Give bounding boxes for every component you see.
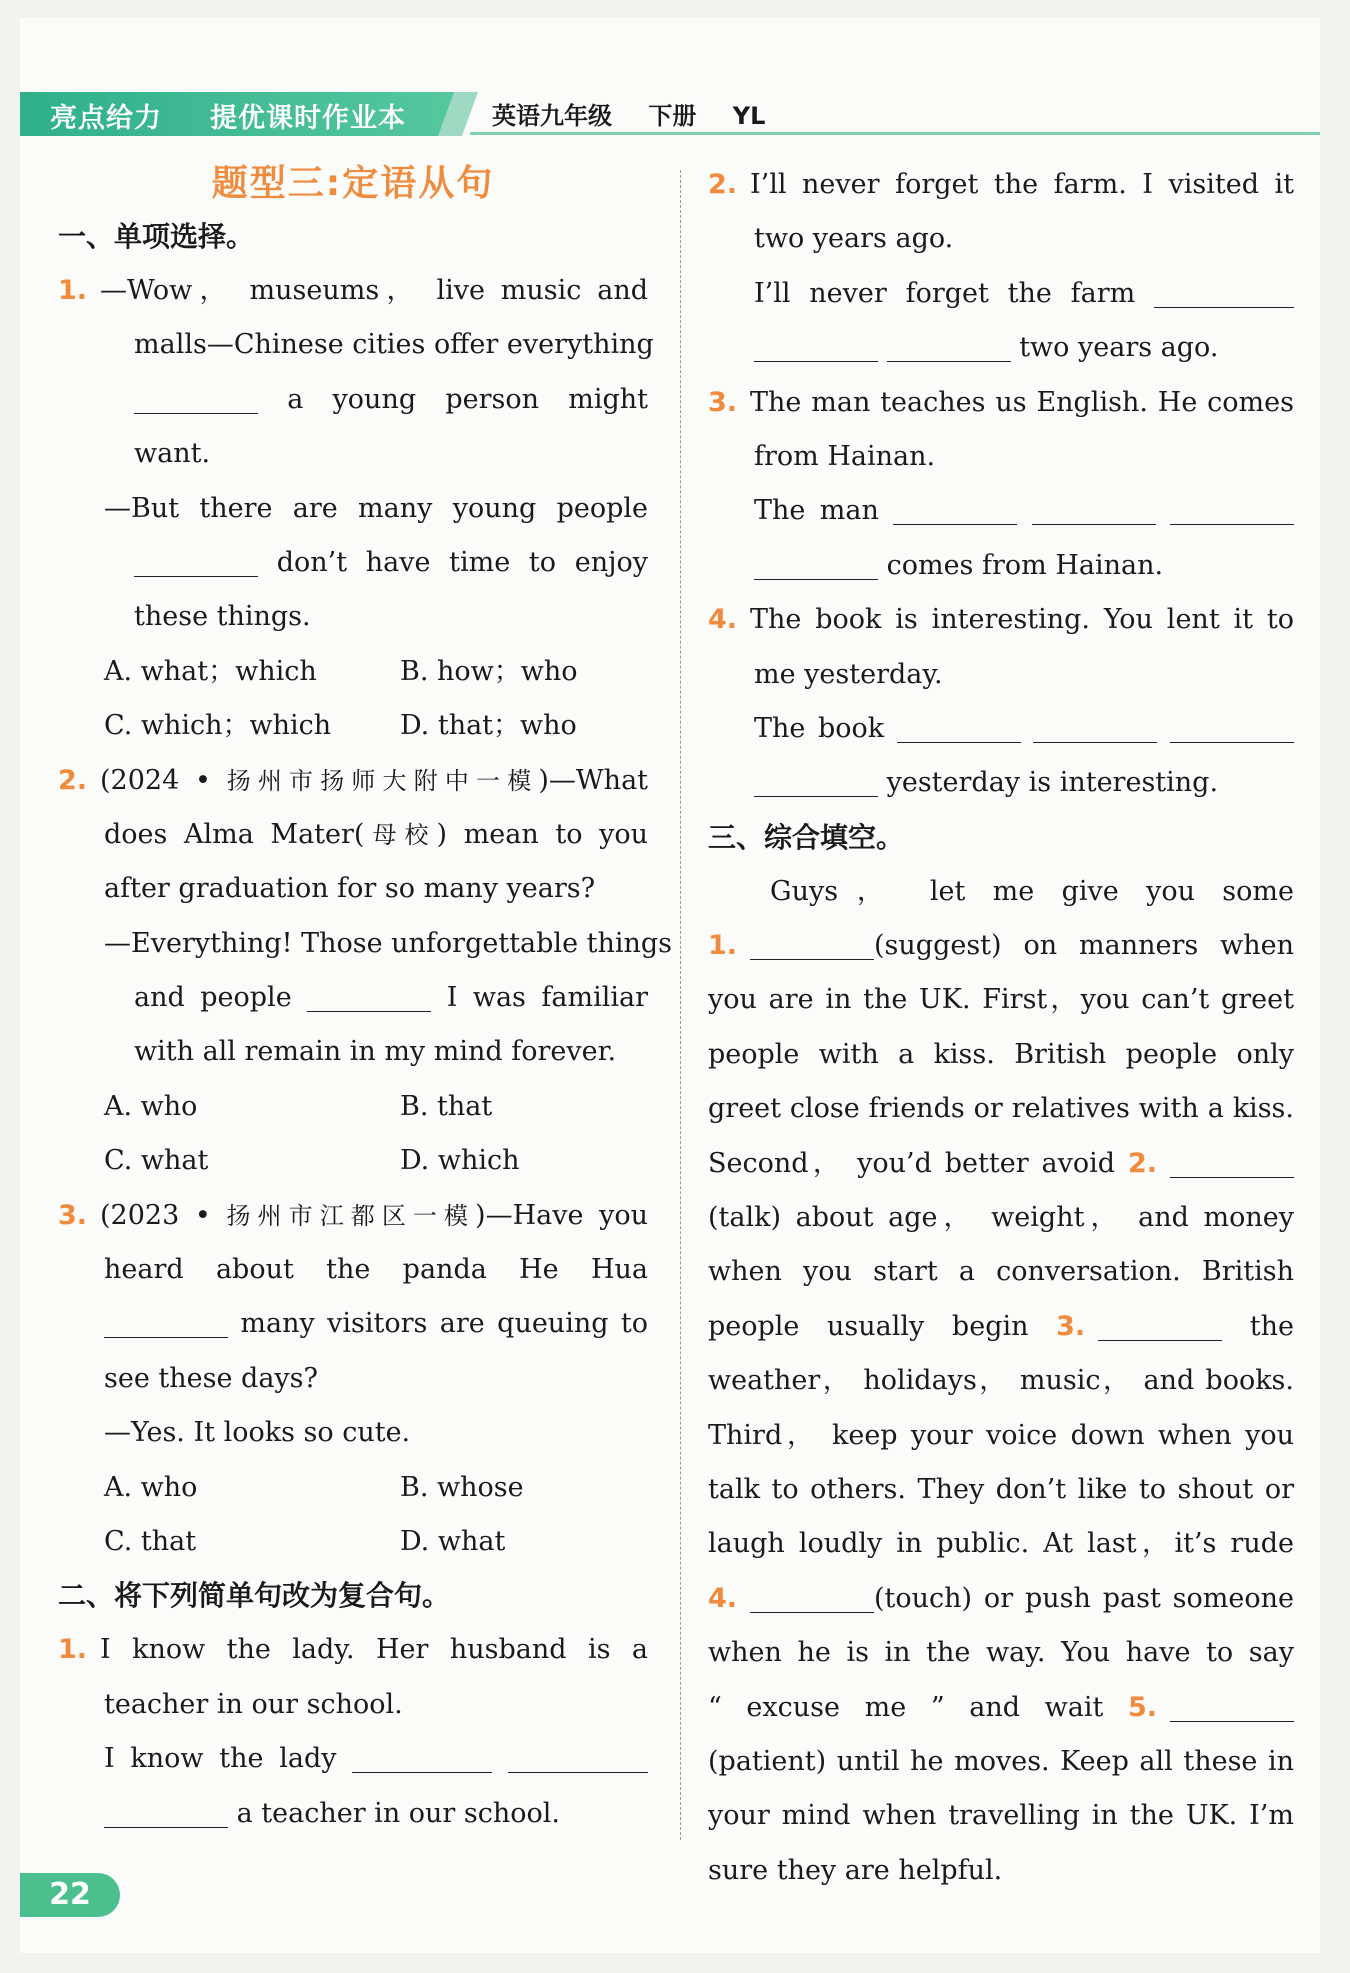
q1-option-a[interactable]: A. what；which xyxy=(104,655,317,687)
q2-text6: with all remain in my mind forever. xyxy=(134,1036,617,1068)
passage-blank-5[interactable] xyxy=(1170,1691,1294,1722)
q3-option-b[interactable]: B. whose xyxy=(400,1471,524,1503)
q1-text1: —Wow， museums， live music and xyxy=(100,275,648,306)
passage-text-j: weather， holidays， music， and books. xyxy=(708,1365,1294,1397)
q2-option-d[interactable]: D. which xyxy=(400,1145,520,1177)
q3-number: 3. xyxy=(58,1199,88,1231)
section2-heading: 二、将下列简单句改为复合句。 xyxy=(58,1579,451,1613)
passage-text-c: you are in the UK. First，you can’t greet xyxy=(708,984,1294,1016)
header-band xyxy=(20,92,460,136)
q1-text5: —But there are many young people xyxy=(104,492,648,524)
page-title: 题型三:定语从句 xyxy=(211,163,495,204)
passage-line-b xyxy=(708,919,1294,973)
q1-line1 xyxy=(58,264,648,318)
q1-blank2[interactable] xyxy=(134,546,258,577)
q2-line5 xyxy=(58,971,648,1025)
s2q3-line4 xyxy=(708,539,1294,593)
passage-blank-2[interactable] xyxy=(1170,1147,1294,1178)
passage-text-l: talk to others. They don’t like to shout or xyxy=(708,1473,1294,1505)
q2-source-a: (2024 • xyxy=(100,764,227,796)
q3-line1 xyxy=(58,1189,648,1243)
passage-text-i: people usually begin xyxy=(708,1310,1029,1342)
passage-text-h: when you start a conversation. British xyxy=(708,1256,1294,1288)
q1-options-row2 xyxy=(58,699,648,753)
s2q1-text4: a teacher in our school. xyxy=(236,1797,561,1829)
q3-text4: see these days? xyxy=(104,1362,318,1394)
volume-text: 下册 xyxy=(648,102,697,130)
s2q2-blank2[interactable] xyxy=(754,331,878,362)
q2-text2cn: 母校 xyxy=(364,820,437,849)
q1-option-b[interactable]: B. how；who xyxy=(400,655,578,687)
passage-line-g xyxy=(708,1191,1294,1245)
s2q4-line4 xyxy=(708,756,1294,810)
q2-source-cn: 扬州市扬师大附中一模 xyxy=(226,766,539,795)
passage-line-j xyxy=(708,1354,1294,1408)
passage-text-f: Second， you’d better avoid xyxy=(708,1147,1116,1179)
passage-line-a xyxy=(708,865,1294,919)
q3-text5: —Yes. It looks so cute. xyxy=(104,1417,411,1449)
s2q3-blank4[interactable] xyxy=(754,549,878,580)
s2q1-blank1[interactable] xyxy=(352,1742,492,1773)
s2q4-text4: yesterday is interesting. xyxy=(886,767,1219,799)
s2q3-text2: from Hainan. xyxy=(754,440,936,472)
right-column xyxy=(708,158,1294,1898)
s2q2-line2 xyxy=(708,212,1294,266)
passage-text-g: (talk) about age， weight， and money xyxy=(708,1202,1294,1234)
s2q1-blank3[interactable] xyxy=(104,1797,228,1828)
q2-line4 xyxy=(58,917,673,971)
s2q4-line2 xyxy=(708,648,1294,702)
passage-num-3: 3. xyxy=(1056,1310,1086,1342)
q1-blank1[interactable] xyxy=(134,383,258,414)
q3-options-row1 xyxy=(58,1461,648,1515)
s2q2-text3: I’ll never forget the farm xyxy=(754,277,1136,309)
q2-option-b[interactable]: B. that xyxy=(400,1090,493,1122)
q1-options-row1 xyxy=(58,645,648,699)
s2q4-text3: The book xyxy=(754,712,885,744)
s2q2-text2: two years ago. xyxy=(754,223,954,255)
q1-line3 xyxy=(58,373,648,427)
q2-line1 xyxy=(58,754,648,808)
q3-line2 xyxy=(58,1243,648,1297)
passage-line-q xyxy=(708,1735,1294,1789)
passage-line-l xyxy=(708,1463,1294,1517)
passage-text-r: your mind when travelling in the UK. I’m xyxy=(708,1800,1294,1832)
passage-blank-4[interactable] xyxy=(750,1582,874,1613)
s2q2-number: 2. xyxy=(708,169,738,200)
passage-text-a: Guys， let me give you some xyxy=(770,875,1294,907)
passage-text-s: sure they are helpful. xyxy=(708,1854,1003,1886)
q2-text5a: and people xyxy=(134,982,292,1014)
passage-line-r xyxy=(708,1789,1294,1843)
passage-text-n: (touch) or push past someone xyxy=(874,1582,1294,1614)
q2-text5b: I was familiar xyxy=(446,982,648,1014)
s2q2-line1 xyxy=(708,158,1294,212)
s2q4-line1 xyxy=(708,593,1294,647)
q1-text7: these things. xyxy=(134,601,311,633)
s2q3-text3: The man xyxy=(754,495,879,527)
s2q4-text2: me yesterday. xyxy=(754,658,943,690)
passage-line-m xyxy=(708,1517,1294,1571)
q1-line5 xyxy=(58,482,648,536)
passage-line-f xyxy=(708,1137,1294,1191)
s2q2-line4 xyxy=(708,321,1294,375)
q3-option-d[interactable]: D. what xyxy=(400,1525,506,1557)
q2-option-c[interactable]: C. what xyxy=(104,1145,209,1177)
q3-line4 xyxy=(58,1352,648,1406)
q2-line2 xyxy=(58,808,648,862)
q3-option-c[interactable]: C. that xyxy=(104,1525,197,1557)
passage-num-1: 1. xyxy=(708,930,738,962)
q1-line4 xyxy=(58,427,648,481)
s2q1-text1: I know the lady. Her husband is a xyxy=(100,1634,648,1666)
column-divider xyxy=(680,170,682,1840)
passage-line-n xyxy=(708,1572,1294,1626)
q1-line6 xyxy=(58,536,648,590)
passage-line-s xyxy=(708,1844,1294,1898)
q2-blank[interactable] xyxy=(307,981,431,1012)
s2q1-number: 1. xyxy=(58,1634,88,1666)
header-rule xyxy=(470,132,1320,135)
passage-blank-3[interactable] xyxy=(1098,1310,1222,1341)
passage-text-d: people with a kiss. British people only xyxy=(708,1038,1294,1070)
passage-text-q: (patient) until he moves. Keep all these in xyxy=(708,1745,1294,1777)
s2q2-text4: two years ago. xyxy=(1019,332,1219,364)
passage-text-b: (suggest) on manners when xyxy=(874,930,1294,962)
q1-option-c[interactable]: C. which；which xyxy=(104,710,332,742)
passage-text-p: “ excuse me ” and wait xyxy=(708,1691,1104,1723)
section3-heading: 三、综合填空。 xyxy=(708,820,905,854)
brand-text: 亮点给力 xyxy=(50,103,162,134)
passage-text-i2: the xyxy=(1249,1310,1294,1342)
q2-text4: —Everything! Those unforgettable things xyxy=(104,927,673,959)
s2q4-blank3[interactable] xyxy=(1170,712,1294,743)
s2q1-line3 xyxy=(58,1732,648,1786)
passage-line-o xyxy=(708,1626,1294,1680)
q1-line2 xyxy=(58,318,654,372)
q3-source-b: )—Have you xyxy=(475,1199,649,1231)
s2q3-line3 xyxy=(708,484,1294,538)
passage-text-k: Third， keep your voice down when you xyxy=(708,1419,1294,1451)
s2q3-blank3[interactable] xyxy=(1170,494,1294,525)
s2q4-text1: The book is interesting. You lent it to xyxy=(750,604,1294,636)
s2q4-blank2[interactable] xyxy=(1033,712,1157,743)
s2q1-text3: I know the lady xyxy=(104,1743,337,1775)
q2-number: 2. xyxy=(58,764,88,796)
q3-option-a[interactable]: A. who xyxy=(104,1471,198,1503)
passage-num-2: 2. xyxy=(1128,1147,1158,1179)
q3-line5 xyxy=(58,1406,648,1460)
header-info xyxy=(492,96,793,131)
s2q4-number: 4. xyxy=(708,604,738,636)
s2q4-blank4[interactable] xyxy=(754,766,878,797)
passage-num-4: 4. xyxy=(708,1582,738,1614)
subject-text: 英语九年级 xyxy=(492,102,612,130)
s2q3-text4: comes from Hainan. xyxy=(886,549,1164,581)
s2q3-line2 xyxy=(708,430,1294,484)
s2q2-text1: I’ll never forget the farm. I visited it xyxy=(750,169,1294,200)
q3-options-row2 xyxy=(58,1515,648,1569)
passage-line-p xyxy=(708,1681,1294,1735)
series-text: 提优课时作业本 xyxy=(210,103,406,134)
section1-heading: 一、单项选择。 xyxy=(58,220,255,253)
s2q1-line1 xyxy=(58,1623,648,1677)
q2-text2a: does Alma Mater( xyxy=(104,818,365,850)
q1-text2: malls—Chinese cities offer everything xyxy=(134,329,654,361)
s2q1-line2 xyxy=(58,1678,648,1732)
passage-line-i xyxy=(708,1300,1294,1354)
q2-line3 xyxy=(58,862,648,916)
page-number: 22 xyxy=(20,1873,120,1917)
s2q4-blank1[interactable] xyxy=(897,712,1021,743)
q2-option-a[interactable]: A. who xyxy=(104,1090,198,1122)
passage-line-d xyxy=(708,1028,1294,1082)
q3-line3 xyxy=(58,1297,648,1351)
s2q4-line3 xyxy=(708,702,1294,756)
q1-number: 1. xyxy=(58,275,88,306)
passage-text-m: laugh loudly in public. At last，it’s rude xyxy=(708,1528,1294,1560)
q3-source-a: (2023 • xyxy=(100,1199,227,1231)
passage-line-e xyxy=(708,1082,1294,1136)
q1-text4: want. xyxy=(134,438,211,470)
passage-line-h xyxy=(708,1245,1294,1299)
passage-line-c xyxy=(708,973,1294,1027)
q1-option-d[interactable]: D. that；who xyxy=(400,710,577,742)
edition-text: YL xyxy=(732,102,766,130)
s2q3-blank1[interactable] xyxy=(893,494,1017,525)
s2q2-blank1[interactable] xyxy=(1154,277,1294,308)
passage-text-e: greet close friends or relatives with a kiss. xyxy=(708,1093,1294,1125)
s2q3-text1: The man teaches us English. He comes xyxy=(750,386,1294,418)
left-column xyxy=(58,158,673,1841)
s2q1-text2: teacher in our school. xyxy=(104,1688,403,1720)
s2q2-line3 xyxy=(708,267,1294,321)
q2-line6 xyxy=(58,1025,648,1079)
q1-line7 xyxy=(58,590,648,644)
q3-source-cn: 扬州市江都区一模 xyxy=(226,1201,476,1230)
q3-text2: heard about the panda He Hua xyxy=(104,1254,648,1286)
q2-text2b: ) mean to you xyxy=(436,818,648,850)
s2q1-line4 xyxy=(58,1787,648,1841)
q2-source-b: )—What xyxy=(538,764,649,796)
passage-line-k xyxy=(708,1409,1294,1463)
q1-text3: a young person might xyxy=(287,383,648,415)
passage-blank-1[interactable] xyxy=(750,929,874,960)
q2-text3: after graduation for so many years? xyxy=(104,873,596,905)
s2q1-blank2[interactable] xyxy=(508,1742,648,1773)
s2q3-blank2[interactable] xyxy=(1032,494,1156,525)
q3-text3: many visitors are queuing to xyxy=(240,1308,649,1340)
s2q2-blank3[interactable] xyxy=(887,331,1011,362)
s2q3-number: 3. xyxy=(708,386,738,418)
passage-num-5: 5. xyxy=(1128,1691,1158,1723)
q3-blank[interactable] xyxy=(104,1307,228,1338)
passage-text-o: when he is in the way. You have to say xyxy=(708,1637,1294,1669)
q2-options-row2 xyxy=(58,1134,648,1188)
s2q3-line1 xyxy=(708,376,1294,430)
q2-options-row1 xyxy=(58,1080,648,1134)
q1-text6: don’t have time to enjoy xyxy=(276,546,648,578)
